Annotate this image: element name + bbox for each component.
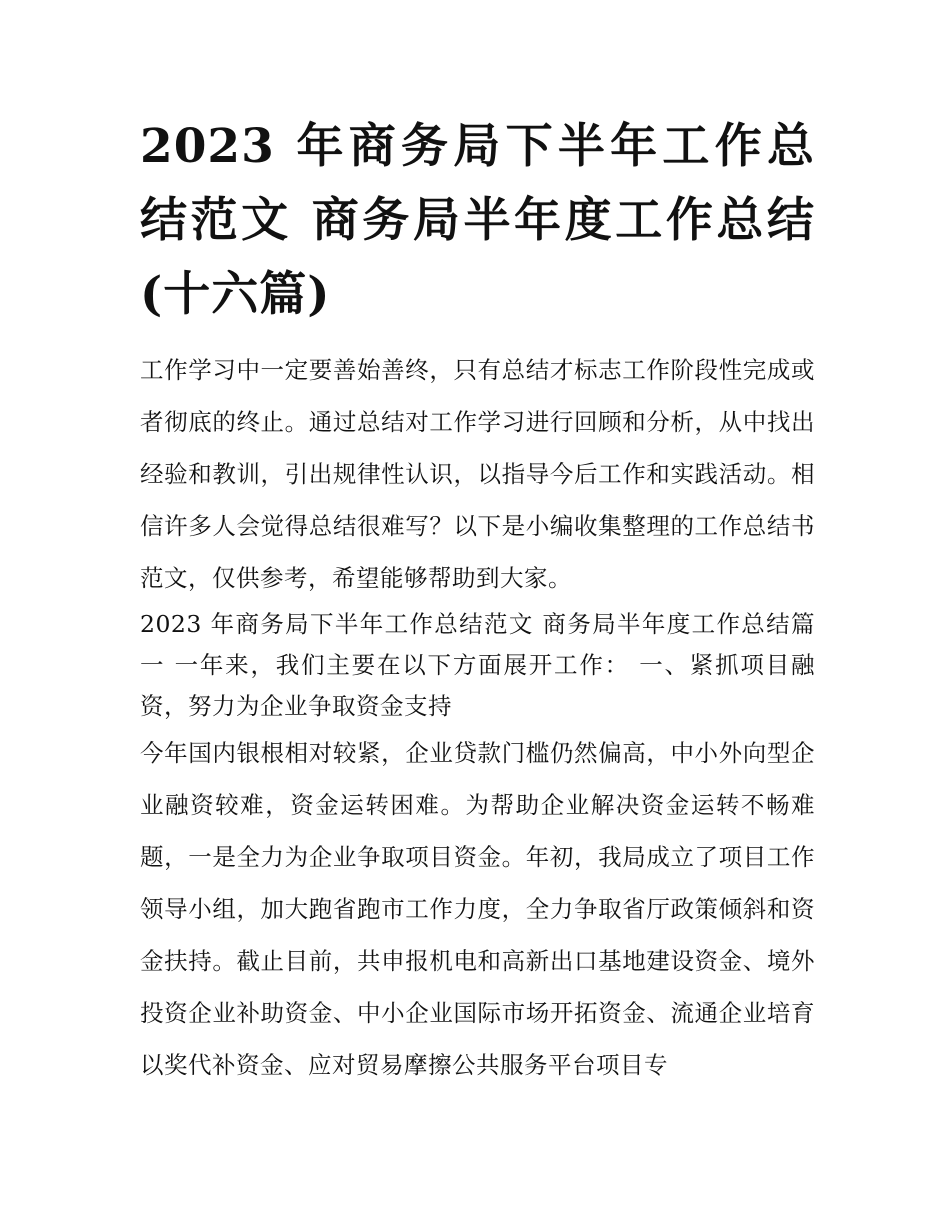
document-title: 2023 年商务局下半年工作总结范文 商务局半年度工作总结(十六篇): [140, 119, 815, 322]
intro-paragraph: 工作学习中一定要善始善终，只有总结才标志工作阶段性完成或者彻底的终止。通过总结对工作学习进行回顾和分析，从中找出经验和教训，引出规律性认识，以指导今后工作和实践活动。相信许多人会觉得总结很难写？以下是小编收集整理的工作总结书范文，仅供参考，希望能够帮助到大家。: [140, 356, 815, 592]
document-page: [140, 110, 815, 1091]
section-one-heading-paragraph: 2023 年商务局下半年工作总结范文 商务局半年度工作总结篇一 一年来，我们主要在以下方面展开工作： 一、紧抓项目融资，努力为企业争取资金支持: [140, 610, 815, 720]
body-paragraph: 今年国内银根相对较紧，企业贷款门槛仍然偏高，中小外向型企业融资较难，资金运转困难。为帮助企业解决资金运转不畅难题，一是全力为企业争取项目资金。年初，我局成立了项目工作领导小组，加大跑省跑市工作力度，全力争取省厅政策倾斜和资金扶持。截止目前，共申报机电和高新出口基地建设资金、境外投资企业补助资金、中小企业国际市场开拓资金、流通企业培育以奖代补资金、应对贸易摩擦公共服务平台项目专: [140, 739, 815, 1079]
